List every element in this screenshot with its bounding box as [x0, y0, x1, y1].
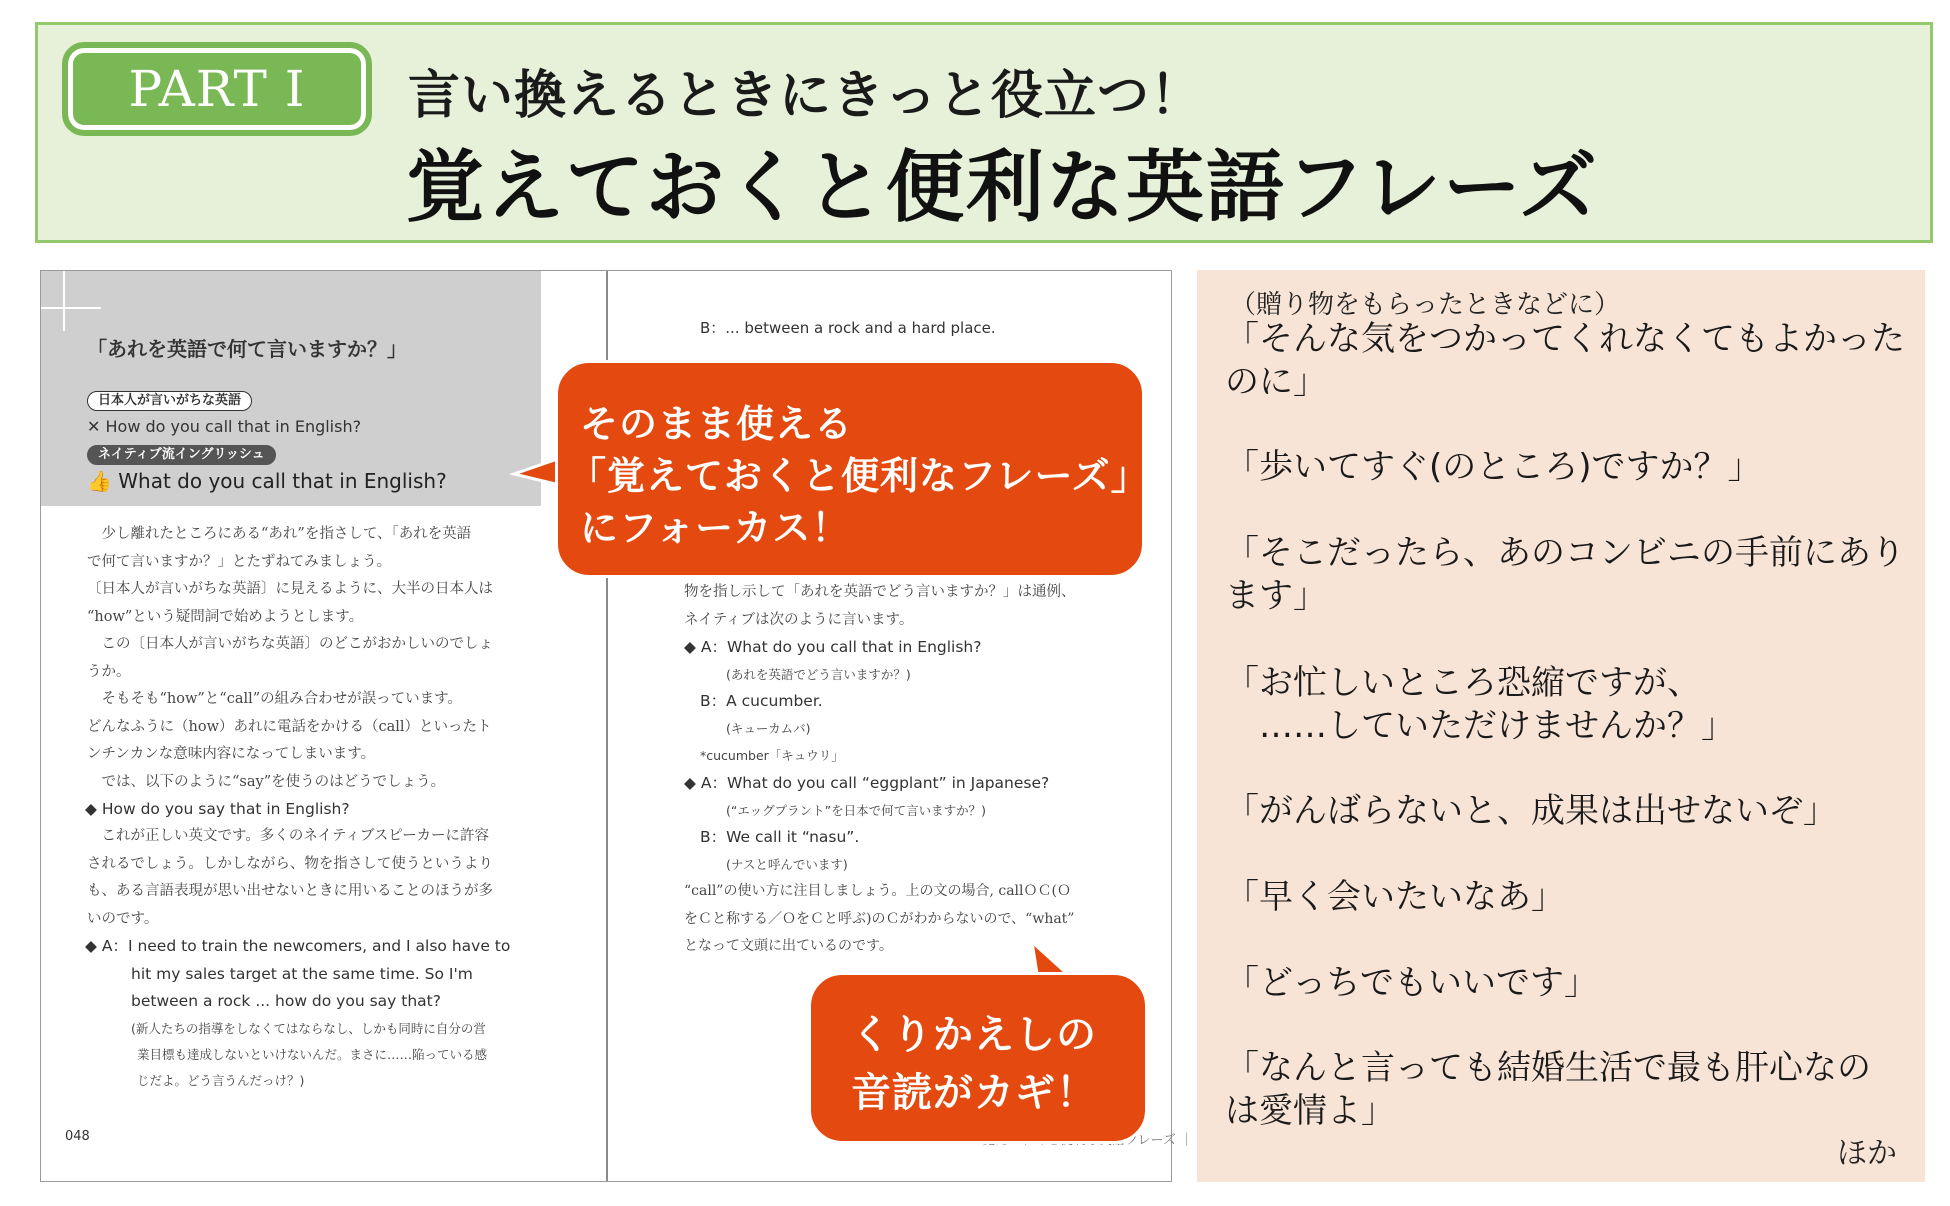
phrase-list-panel	[1197, 270, 1925, 1182]
part-label: PART Ⅰ	[128, 60, 306, 118]
native-phrase: 👍 What do you call that in English?	[87, 469, 447, 493]
dialogue-line: B：A cucumber.	[700, 692, 823, 710]
dialogue-translation: (新人たちの指導をしなくてはならなし、しかも同時に自分の営 業目標も達成しないといけないんだ。まさに……陥っている感 じだよ。どう言うんだっけ？)	[131, 1021, 488, 1088]
header-subtitle: 言い換えるときにきっと役立つ！	[408, 66, 1204, 126]
dialogue-translation: (ナスと呼んでいます)	[726, 857, 848, 872]
callout-focus	[555, 360, 1150, 578]
dialogue-line: ◆ A：I need to train the newcomers, and I also have to	[85, 937, 511, 955]
phrase-item: 「お忙しいところ恐縮ですが、 ……していただけませんか？」	[1225, 663, 1735, 746]
header-title: 覚えておくと便利な英語フレーズ	[406, 143, 1599, 233]
phrase-item: 「どっちでもいいです」	[1225, 963, 1598, 1003]
phrase-item: 「なんと言っても結婚生活で最も肝心なの は愛情よ」	[1225, 1048, 1871, 1131]
question-box	[41, 271, 541, 506]
callout-line: 音読がカギ！	[851, 1070, 1097, 1116]
callout-line: そのまま使える	[580, 402, 854, 446]
callout-line: にフォーカス！	[580, 506, 851, 550]
dialogue-translation: (あれを英語でどう言いますか？)	[726, 667, 911, 682]
callout-repeat	[808, 972, 1148, 1144]
dialogue-line: B：... between a rock and a hard place.	[700, 319, 996, 337]
dialogue-line: hit my sales target at the same time. So I'm	[131, 965, 473, 983]
phrase-item: 「そんな気をつかってくれなくてもよかった のに」	[1225, 319, 1905, 402]
wrong-phrase: ✕ How do you call that in English?	[87, 417, 362, 436]
header-banner	[35, 22, 1933, 243]
callout-line: 「覚えておくと便利なフレーズ」	[568, 454, 1150, 498]
pill-wrong-english: 日本人が言いがちな英語	[87, 391, 252, 411]
footnote: *cucumber「キュウリ」	[700, 748, 844, 763]
pill-native-english: ネイティブ流イングリッシュ	[87, 445, 276, 465]
phrase-item: 「そこだったら、あのコンビニの手前にあり ます」	[1225, 533, 1905, 616]
phrase-item: 「早く会いたいなあ」	[1225, 877, 1565, 917]
body-text: “call”の使い方に注目しましょう。上の文の場合, callＯＣ(Ｏ をＣと称する／ＯをＣと呼ぶ)のＣがわからないので、“what” となって文頭に出ているのです。	[684, 883, 1075, 954]
body-text: これが正しい英文です。多くのネイティブスピーカーに許容 されるでしょう。しかしながら、物を指さして使うというより も、ある言語表現が思い出せないときに用いることのほうが多 いのです。	[87, 828, 493, 927]
dialogue-translation: (キューカムバ)	[726, 721, 811, 736]
left-page	[41, 271, 606, 1181]
example-how-say: ◆ How do you say that in English?	[85, 800, 350, 818]
dialogue-line: between a rock ... how do you say that?	[131, 992, 441, 1010]
part-badge	[62, 42, 372, 136]
page-number: 048	[65, 1129, 90, 1144]
callout-line: くりかえしの	[851, 1012, 1097, 1058]
body-text: 物を指し示して「あれを英語でどう言いますか？」は通例、 ネイティブは次のように言います。	[684, 584, 1076, 628]
question-title: 「あれを英語で何て言いますか？」	[87, 337, 407, 361]
corner-line	[41, 307, 101, 309]
phrase-item: 「がんばらないと、成果は出せないぞ」	[1225, 791, 1837, 831]
corner-line	[63, 271, 65, 331]
page-number: ｜	[1179, 1133, 1193, 1148]
phrase-more: ほか	[1837, 1136, 1897, 1171]
phrase-note: （贈り物をもらったときなどに）	[1230, 290, 1621, 320]
dialogue-line: B：We call it “nasu”.	[700, 828, 860, 846]
body-text: 少し離れたところにある“あれ”を指さして、「あれを英語 で何て言いますか？」とたずねてみましょう。 〔日本人が言いがちな英語〕に見えるように、大半の日本人は “how”という疑問詞で始めようとします。 この〔日本人が言いがちな英語〕のどこがおかしいのでしょ うか。 そもそも“how”と“call”の組み合わせが誤っています。 どんなふうに（how）あれに電話をかける（call）といったト ンチンカンな意味内容になってしまいます。 では、以下のように“say”を使うのはどうでしょう。	[87, 526, 493, 790]
dialogue-line: ◆ A：What do you call that in English?	[684, 638, 982, 656]
phrase-item: 「歩いてすぐ(のところ)ですか？」	[1225, 447, 1762, 487]
dialogue-line: ◆ A：What do you call “eggplant” in Japanese?	[684, 774, 1050, 792]
dialogue-translation: (“エッグプラント”を日本で何て言いますか？)	[726, 803, 986, 818]
